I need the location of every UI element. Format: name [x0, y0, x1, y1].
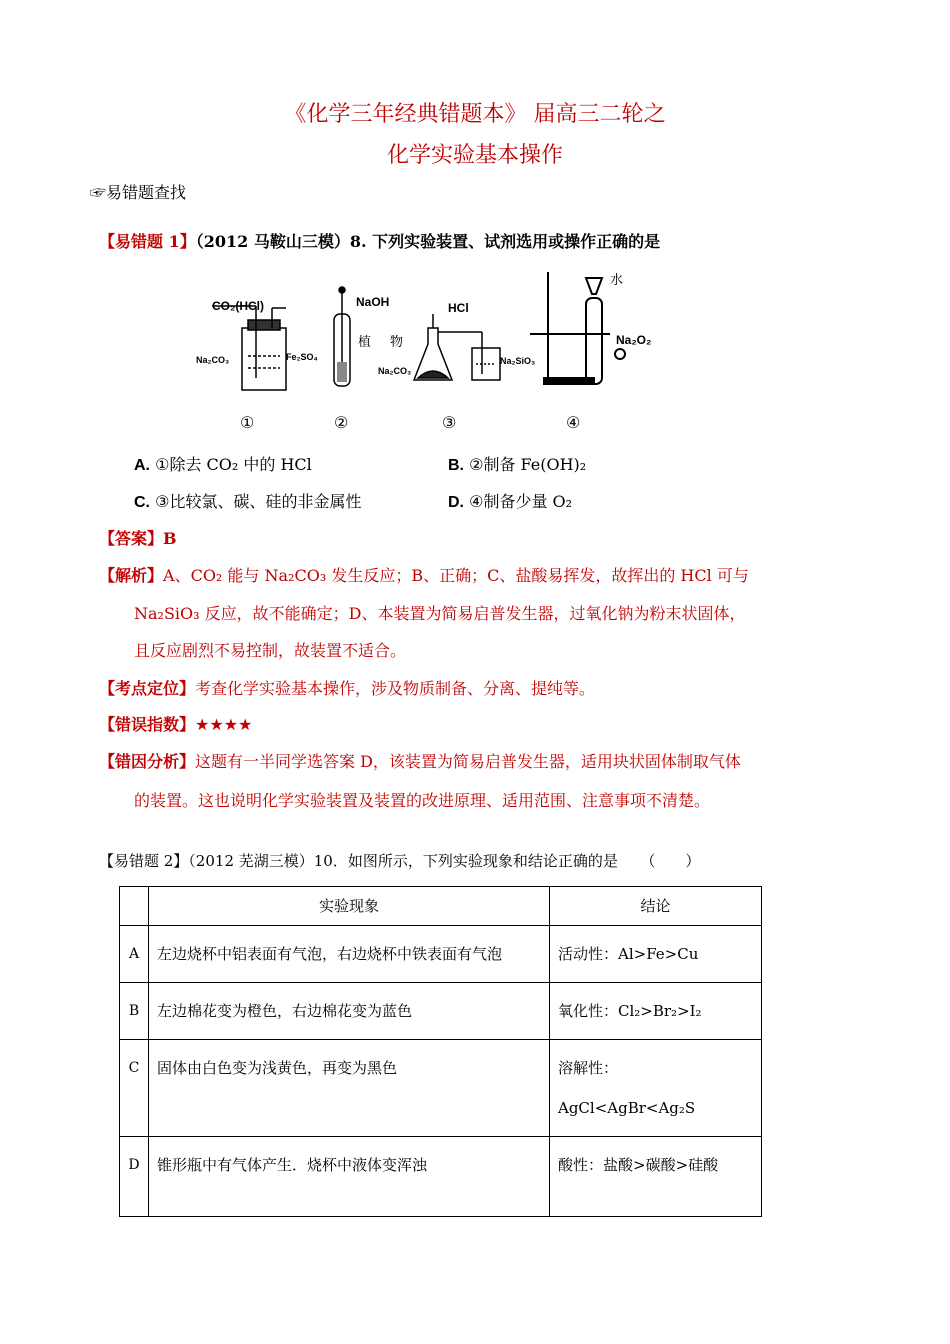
label-na2co3-3: Na₂CO₃: [378, 366, 412, 376]
label-hcl: HCl: [448, 301, 469, 315]
q2-table: [119, 886, 762, 1217]
label-na2co3-1: Na₂CO₃: [196, 355, 230, 365]
table-row: [120, 983, 762, 1040]
option-c: C. ③比较氯、碳、硅的非金属性: [134, 492, 362, 511]
apparatus-4: [530, 272, 625, 384]
error-index: 【错误指数】★★★★: [99, 715, 253, 734]
apparatus-1: [212, 306, 286, 390]
option-a: A. ①除去 CO₂ 中的 HCl: [134, 455, 312, 474]
header-empty: [120, 887, 149, 926]
conclusion-cell: 氧化性：Cl₂>Br₂>I₂: [550, 983, 762, 1040]
table-header-row: [120, 887, 762, 926]
q1-stem: （2012 马鞍山三模）8. 下列实验装置、试剂选用或操作正确的是: [195, 232, 661, 251]
row-label: A: [120, 926, 149, 983]
table-row: [120, 926, 762, 983]
figure-number-4: ④: [566, 413, 581, 432]
document-subtitle: 化学实验基本操作: [386, 143, 563, 168]
document-title: 《化学三年经典错题本》 届高三二轮之: [284, 102, 666, 127]
figure-number-3: ③: [442, 413, 457, 432]
cause-line-1: 【错因分析】这题有一半同学选答案 D，该装置为简易启普发生器，适用块状固体制取气体: [99, 752, 741, 771]
phenomenon-cell: 左边烧杯中铝表面有气泡，右边烧杯中铁表面有气泡: [149, 926, 550, 983]
header-conclusion: 结论: [550, 887, 762, 926]
row-label: C: [120, 1040, 149, 1137]
label-feso4: Fe₂SO₄: [286, 352, 318, 362]
apparatus-2: [334, 287, 350, 386]
label-zhiwu-1: 植: [358, 334, 372, 349]
header-phenomenon: 实验现象: [149, 887, 550, 926]
analysis-line-2: Na₂SiO₃ 反应，故不能确定；D、本装置为简易启普发生器，过氧化钠为粉末状固体，: [134, 604, 746, 623]
figure-number-2: ②: [334, 413, 349, 432]
star-rating: ★★★★: [195, 715, 253, 734]
label-na2o2: Na₂O₂: [616, 333, 652, 347]
conclusion-cell: 溶解性：AgCl<AgBr<Ag₂S: [550, 1040, 762, 1137]
cause-line-2: 的装置。这也说明化学实验装置及装置的改进原理、适用范围、注意事项不清楚。: [134, 791, 711, 810]
option-b: B. ②制备 Fe(OH)₂: [448, 455, 587, 474]
phenomenon-cell: 左边棉花变为橙色，右边棉花变为蓝色: [149, 983, 550, 1040]
conclusion-cell: 活动性：Al>Fe>Cu: [550, 926, 762, 983]
label-zhiwu-2: 物: [390, 334, 404, 349]
conclusion-cell: 酸性：盐酸>碳酸>硅酸: [550, 1137, 762, 1217]
label-co2hcl: CO₂(HCl): [212, 299, 264, 313]
table-row: [120, 1040, 762, 1137]
label-na2sio3: Na₂SiO₃: [500, 356, 536, 366]
analysis-line-1: 【解析】A、CO₂ 能与 Na₂CO₃ 发生反应；B、正确；C、盐酸易挥发，故挥出的 HCl 可与: [99, 566, 749, 585]
table-row: [120, 1137, 762, 1217]
label-shui: 水: [610, 272, 624, 287]
label-naoh: NaOH: [356, 295, 390, 309]
apparatus-figure: [190, 268, 680, 438]
kaodian: 【考点定位】考查化学实验基本操作，涉及物质制备、分离、提纯等。: [99, 679, 596, 698]
section-label: ☞易错题查找: [90, 183, 187, 202]
analysis-line-3: 且反应剧烈不易控制，故装置不适合。: [134, 641, 407, 660]
q1-stem-line: [99, 229, 660, 252]
q1-tag: 【易错题 1】: [99, 232, 196, 251]
row-label: D: [120, 1137, 149, 1217]
option-d: D. ④制备少量 O₂: [448, 492, 573, 511]
phenomenon-cell: 固体由白色变为浅黄色，再变为黑色: [149, 1040, 550, 1137]
phenomenon-cell: 锥形瓶中有气体产生．烧杯中液体变浑浊: [149, 1137, 550, 1217]
q2-stem: 【易错题 2】（2012 芜湖三模）10．如图所示，下列实验现象和结论正确的是 （ ）: [99, 852, 701, 870]
apparatus-3: [414, 314, 500, 380]
figure-number-1: ①: [240, 413, 255, 432]
row-label: B: [120, 983, 149, 1040]
answer: 【答案】B: [99, 529, 177, 548]
